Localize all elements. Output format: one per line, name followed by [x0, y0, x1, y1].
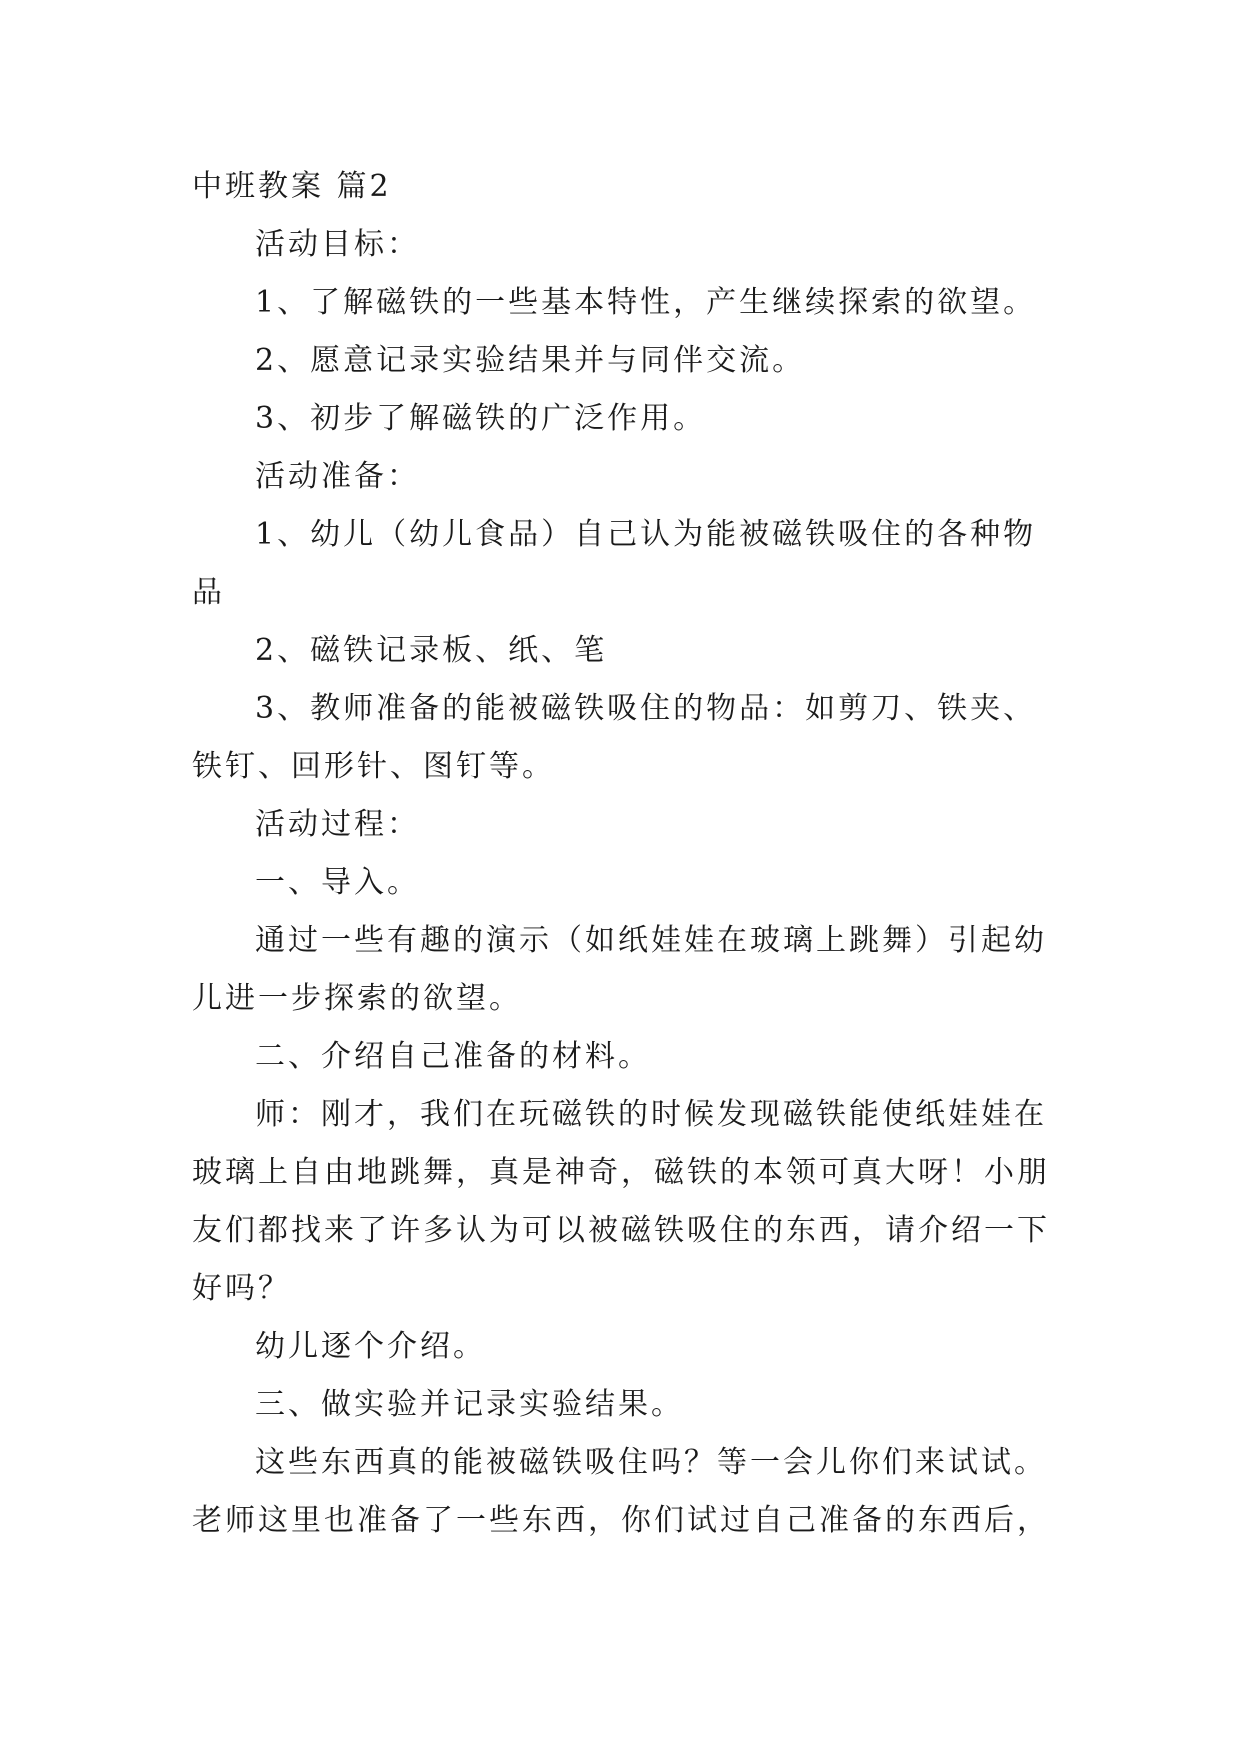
text-line: 老师这里也准备了一些东西，你们试过自己准备的东西后，: [192, 1503, 1050, 1538]
text-line: 3、初步了解磁铁的广泛作用。: [255, 401, 707, 436]
text-line: 2、磁铁记录板、纸、笔: [255, 633, 608, 668]
document-page: [192, 158, 1072, 1550]
text-line: 通过一些有趣的演示（如纸娃娃在玻璃上跳舞）引起幼: [255, 923, 1047, 958]
text-line: 师：刚才，我们在玩磁铁的时候发现磁铁能使纸娃娃在: [255, 1097, 1047, 1132]
text-line: 活动目标：: [255, 227, 420, 262]
text-line: 品: [192, 575, 225, 610]
text-line: 玻璃上自由地跳舞，真是神奇，磁铁的本领可真大呀！小朋: [192, 1155, 1050, 1190]
document-title: 中班教案 篇2: [192, 169, 392, 204]
text-line: 幼儿逐个介绍。: [255, 1329, 486, 1364]
text-line: 1、幼儿（幼儿食品）自己认为能被磁铁吸住的各种物: [255, 517, 1037, 552]
text-line: 友们都找来了许多认为可以被磁铁吸住的东西，请介绍一下: [192, 1213, 1050, 1248]
text-line: 三、做实验并记录实验结果。: [255, 1387, 684, 1422]
document-body: [192, 216, 1072, 1550]
text-line: 3、教师准备的能被磁铁吸住的物品：如剪刀、铁夹、: [255, 691, 1037, 726]
text-line: 这些东西真的能被磁铁吸住吗？等一会儿你们来试试。: [255, 1445, 1047, 1480]
text-line: 好吗？: [192, 1271, 291, 1306]
text-line: 2、愿意记录实验结果并与同伴交流。: [255, 343, 806, 378]
text-line: 二、介绍自己准备的材料。: [255, 1039, 651, 1074]
text-line: 1、了解磁铁的一些基本特性，产生继续探索的欲望。: [255, 285, 1037, 320]
text-line: 儿进一步探索的欲望。: [192, 981, 522, 1016]
text-line: 活动过程：: [255, 807, 420, 842]
text-line: 活动准备：: [255, 459, 420, 494]
text-line: 铁钉、回形针、图钉等。: [192, 749, 555, 784]
text-line: 一、导入。: [255, 865, 420, 900]
